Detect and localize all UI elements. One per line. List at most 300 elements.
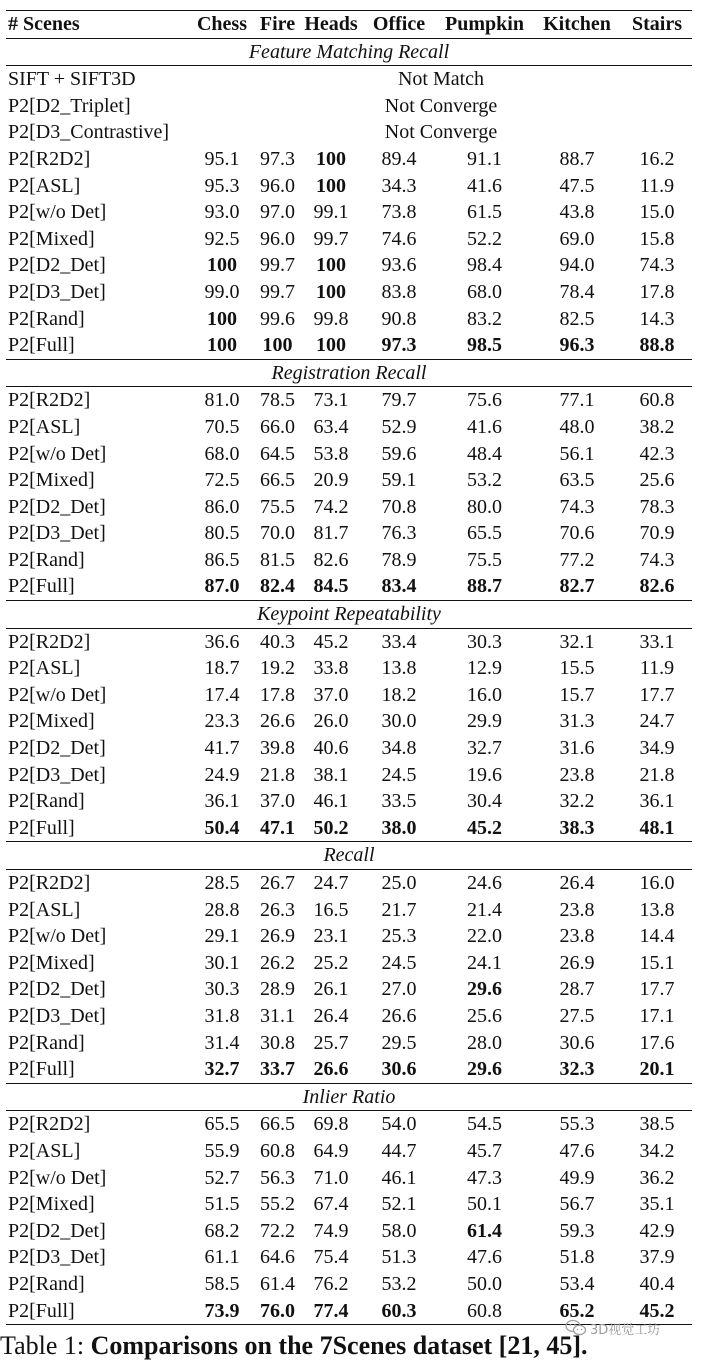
method-name: P2[Mixed] xyxy=(8,227,95,250)
value-cell: 30.3 xyxy=(204,978,240,1001)
value-cell: 58.5 xyxy=(204,1272,240,1295)
value-cell: 45.2 xyxy=(313,630,349,653)
value-cell: 88.7 xyxy=(467,575,502,598)
method-name: P2[D2_Triplet] xyxy=(8,94,131,117)
value-cell: 23.8 xyxy=(559,763,595,786)
table-row xyxy=(6,93,692,120)
value-cell: 50.2 xyxy=(313,816,349,839)
results-table xyxy=(6,10,692,1325)
row-note: Not Match xyxy=(397,68,485,91)
value-cell: 34.2 xyxy=(639,1139,675,1162)
value-cell: 13.8 xyxy=(381,657,417,680)
value-cell: 64.5 xyxy=(260,442,295,465)
value-cell: 43.8 xyxy=(559,201,595,224)
value-cell: 75.5 xyxy=(467,548,502,571)
value-cell: 25.0 xyxy=(381,872,417,894)
value-cell: 12.9 xyxy=(467,657,502,680)
table-row xyxy=(6,1111,692,1138)
value-cell: 53.2 xyxy=(467,469,502,492)
value-cell: 34.9 xyxy=(639,737,675,760)
value-cell: 26.0 xyxy=(313,710,349,733)
table-row xyxy=(6,387,692,414)
value-cell: 59.6 xyxy=(381,442,417,465)
table-row xyxy=(6,467,692,494)
value-cell: 73.8 xyxy=(381,201,417,224)
method-name: P2[Mixed] xyxy=(8,951,95,974)
value-cell: 48.1 xyxy=(639,816,675,839)
method-name: P2[D3_Det] xyxy=(8,280,106,303)
value-cell: 30.6 xyxy=(559,1031,595,1054)
method-name: P2[w/o Det] xyxy=(8,683,107,706)
value-cell: 39.8 xyxy=(260,737,295,760)
method-name: P2[R2D2] xyxy=(8,147,91,170)
value-cell: 45.7 xyxy=(467,1139,502,1162)
value-cell: 71.0 xyxy=(313,1166,349,1189)
value-cell: 54.5 xyxy=(467,1113,502,1136)
value-cell: 65.5 xyxy=(467,522,502,545)
header-stairs: Stairs xyxy=(622,11,692,39)
value-cell: 29.1 xyxy=(204,925,240,948)
value-cell: 32.3 xyxy=(559,1058,595,1081)
table-row xyxy=(6,1165,692,1192)
value-cell: 81.0 xyxy=(204,389,240,412)
value-cell: 77.4 xyxy=(301,1298,361,1325)
value-cell: 31.3 xyxy=(559,710,595,733)
value-cell: 97.3 xyxy=(260,147,295,170)
value-cell: 70.5 xyxy=(204,415,240,438)
value-cell: 36.2 xyxy=(639,1166,675,1189)
value-cell: 15.1 xyxy=(639,951,675,974)
value-cell: 37.9 xyxy=(639,1246,675,1269)
value-cell: 51.8 xyxy=(559,1246,595,1269)
value-cell: 82.4 xyxy=(260,575,295,598)
table-row xyxy=(6,1191,692,1218)
value-cell: 30.6 xyxy=(381,1058,417,1081)
value-cell: 100 xyxy=(262,334,293,357)
value-cell: 55.3 xyxy=(559,1113,595,1136)
method-name: P2[D2_Det] xyxy=(8,254,106,277)
value-cell: 68.0 xyxy=(204,442,240,465)
value-cell: 33.1 xyxy=(639,630,675,653)
value-cell: 36.1 xyxy=(639,790,675,813)
header-office: Office xyxy=(361,11,437,39)
value-cell: 100 xyxy=(316,174,346,197)
method-name: P2[Rand] xyxy=(8,1031,85,1054)
value-cell: 40.6 xyxy=(313,737,349,760)
value-cell: 56.7 xyxy=(559,1193,595,1216)
value-cell: 93.0 xyxy=(204,201,240,224)
value-cell: 70.8 xyxy=(381,495,417,518)
value-cell: 60.3 xyxy=(361,1298,437,1325)
value-cell: 97.3 xyxy=(381,334,417,357)
value-cell: 41.7 xyxy=(204,737,240,760)
value-cell: 47.5 xyxy=(559,174,595,197)
value-cell: 70.0 xyxy=(260,522,295,545)
value-cell: 100 xyxy=(207,334,237,357)
value-cell: 51.3 xyxy=(381,1246,417,1269)
value-cell: 24.7 xyxy=(313,872,349,894)
value-cell: 66.5 xyxy=(260,469,295,492)
value-cell: 59.3 xyxy=(559,1219,595,1242)
value-cell: 78.9 xyxy=(381,548,417,571)
table-row xyxy=(6,146,692,173)
value-cell: 99.8 xyxy=(313,307,349,330)
table-row xyxy=(6,441,692,468)
table-row xyxy=(6,735,692,762)
value-cell: 47.6 xyxy=(559,1139,595,1162)
header-heads: Heads xyxy=(301,11,361,39)
value-cell: 56.3 xyxy=(260,1166,295,1189)
value-cell: 26.9 xyxy=(260,925,295,948)
value-cell: 31.8 xyxy=(204,1004,240,1027)
method-name: P2[D3_Det] xyxy=(8,763,106,786)
value-cell: 78.4 xyxy=(559,280,595,303)
value-cell: 73.9 xyxy=(190,1298,254,1325)
value-cell: 11.9 xyxy=(639,657,675,680)
value-cell: 74.9 xyxy=(313,1219,349,1242)
value-cell: 25.3 xyxy=(381,925,417,948)
method-name: P2[D2_Det] xyxy=(8,978,106,1001)
table-row xyxy=(6,119,692,146)
value-cell: 90.8 xyxy=(381,307,417,330)
table-row xyxy=(6,1138,692,1165)
value-cell: 36.1 xyxy=(204,790,240,813)
value-cell: 47.3 xyxy=(467,1166,502,1189)
value-cell: 26.3 xyxy=(260,898,295,921)
value-cell: 41.6 xyxy=(467,174,502,197)
value-cell: 99.6 xyxy=(260,307,295,330)
value-cell: 99.7 xyxy=(313,227,349,250)
value-cell: 37.0 xyxy=(260,790,295,813)
value-cell: 34.8 xyxy=(381,737,417,760)
value-cell: 16.2 xyxy=(639,147,675,170)
value-cell: 75.5 xyxy=(260,495,295,518)
value-cell: 77.2 xyxy=(559,548,595,571)
value-cell: 24.5 xyxy=(381,951,417,974)
value-cell: 69.0 xyxy=(559,227,595,250)
table-row xyxy=(6,708,692,735)
value-cell: 95.3 xyxy=(204,174,240,197)
value-cell: 72.2 xyxy=(260,1219,295,1242)
value-cell: 45.2 xyxy=(622,1298,692,1325)
table-row xyxy=(6,1244,692,1271)
value-cell: 74.6 xyxy=(381,227,417,250)
value-cell: 100 xyxy=(207,307,237,330)
value-cell: 14.4 xyxy=(639,925,675,948)
row-note: Not Converge xyxy=(384,121,498,144)
method-name: P2[D2_Det] xyxy=(8,737,106,760)
value-cell: 81.5 xyxy=(260,548,295,571)
value-cell: 26.6 xyxy=(381,1004,417,1027)
header-chess: Chess xyxy=(190,11,254,39)
method-name: P2[D3_Det] xyxy=(8,522,106,545)
method-name: P2[w/o Det] xyxy=(8,1166,107,1189)
value-cell: 100 xyxy=(316,280,346,303)
value-cell: 50.0 xyxy=(467,1272,502,1295)
method-name: P2[D3_Contrastive] xyxy=(8,121,170,144)
method-name: P2[R2D2] xyxy=(8,389,91,412)
table-caption xyxy=(0,1329,704,1363)
value-cell: 29.6 xyxy=(467,1058,502,1081)
header-kitchen: Kitchen xyxy=(532,11,622,39)
method-name: P2[Rand] xyxy=(8,1272,85,1295)
value-cell: 26.9 xyxy=(559,951,595,974)
value-cell: 19.6 xyxy=(467,763,502,786)
value-cell: 96.3 xyxy=(559,334,595,357)
section-title-row xyxy=(6,38,692,66)
method-name: P2[ASL] xyxy=(8,1139,81,1162)
method-name: P2[D2_Det] xyxy=(8,1219,106,1242)
value-cell: 30.3 xyxy=(467,630,502,653)
table-row xyxy=(6,1056,692,1083)
value-cell: 30.8 xyxy=(260,1031,295,1054)
value-cell: 13.8 xyxy=(639,898,675,921)
value-cell: 100 xyxy=(316,334,346,357)
method-name: P2[Full] xyxy=(8,575,75,598)
value-cell: 21.7 xyxy=(381,898,417,921)
table-row xyxy=(6,1271,692,1298)
method-name: P2[ASL] xyxy=(8,657,81,680)
value-cell: 74.2 xyxy=(313,495,349,518)
value-cell: 46.1 xyxy=(313,790,349,813)
table-row xyxy=(6,173,692,200)
value-cell: 53.2 xyxy=(381,1272,417,1295)
value-cell: 68.2 xyxy=(204,1219,240,1242)
method-name: P2[Full] xyxy=(8,334,75,357)
method-name: P2[D2_Det] xyxy=(8,495,106,518)
value-cell: 17.7 xyxy=(639,978,675,1001)
table-row xyxy=(6,762,692,789)
value-cell: 20.1 xyxy=(639,1058,675,1081)
value-cell: 76.3 xyxy=(381,522,417,545)
method-name: P2[D3_Det] xyxy=(8,1246,106,1269)
value-cell: 49.9 xyxy=(559,1166,595,1189)
value-cell: 21.4 xyxy=(467,898,502,921)
table-row xyxy=(6,815,692,842)
value-cell: 31.1 xyxy=(260,1004,295,1027)
value-cell: 47.6 xyxy=(467,1246,502,1269)
value-cell: 82.6 xyxy=(313,548,349,571)
value-cell: 75.6 xyxy=(467,389,502,412)
method-name: P2[Mixed] xyxy=(8,1193,95,1216)
value-cell: 60.8 xyxy=(639,389,675,412)
value-cell: 32.7 xyxy=(467,737,502,760)
table-row xyxy=(6,1003,692,1030)
value-cell: 80.5 xyxy=(204,522,240,545)
value-cell: 19.2 xyxy=(260,657,295,680)
method-name: P2[Full] xyxy=(8,1058,75,1081)
method-name: P2[Full] xyxy=(8,816,75,839)
table-row xyxy=(6,682,692,709)
value-cell: 24.5 xyxy=(381,763,417,786)
value-cell: 30.4 xyxy=(467,790,502,813)
value-cell: 29.9 xyxy=(467,710,502,733)
section-title-row xyxy=(6,359,692,387)
table-row xyxy=(6,66,692,93)
caption-title: Comparisons on the 7Scenes dataset [21, 45]. xyxy=(90,1331,588,1360)
section-title-row xyxy=(6,842,692,870)
section-title: Registration Recall xyxy=(6,359,692,387)
value-cell: 25.2 xyxy=(313,951,349,974)
value-cell: 74.3 xyxy=(639,548,675,571)
value-cell: 38.0 xyxy=(381,816,417,839)
value-cell: 26.1 xyxy=(313,978,349,1001)
value-cell: 100 xyxy=(316,254,346,277)
value-cell: 100 xyxy=(316,147,346,170)
table-row xyxy=(6,332,692,359)
value-cell: 28.7 xyxy=(559,978,595,1001)
value-cell: 44.7 xyxy=(381,1139,417,1162)
value-cell: 31.4 xyxy=(204,1031,240,1054)
value-cell: 68.0 xyxy=(467,280,502,303)
value-cell: 17.4 xyxy=(204,683,240,706)
table-row xyxy=(6,494,692,521)
value-cell: 75.4 xyxy=(313,1246,349,1269)
value-cell: 83.4 xyxy=(381,575,417,598)
value-cell: 17.8 xyxy=(260,683,295,706)
value-cell: 23.1 xyxy=(313,925,349,948)
table-row xyxy=(6,252,692,279)
value-cell: 60.8 xyxy=(260,1139,295,1162)
value-cell: 33.4 xyxy=(381,630,417,653)
value-cell: 59.1 xyxy=(381,469,417,492)
value-cell: 94.0 xyxy=(559,254,595,277)
value-cell: 48.4 xyxy=(467,442,502,465)
table-row xyxy=(6,976,692,1003)
table-row xyxy=(6,870,692,897)
value-cell: 93.6 xyxy=(381,254,417,277)
method-name: P2[Mixed] xyxy=(8,710,95,733)
method-name: P2[Mixed] xyxy=(8,469,95,492)
value-cell: 21.8 xyxy=(260,763,295,786)
method-name: P2[R2D2] xyxy=(8,872,91,894)
value-cell: 74.3 xyxy=(559,495,595,518)
value-cell: 91.1 xyxy=(467,147,502,170)
value-cell: 52.2 xyxy=(467,227,502,250)
value-cell: 48.0 xyxy=(559,415,595,438)
value-cell: 18.2 xyxy=(381,683,417,706)
value-cell: 22.0 xyxy=(467,925,502,948)
value-cell: 26.7 xyxy=(260,872,295,894)
method-name: P2[ASL] xyxy=(8,415,81,438)
value-cell: 36.6 xyxy=(204,630,240,653)
value-cell: 63.5 xyxy=(559,469,595,492)
value-cell: 26.2 xyxy=(260,951,295,974)
value-cell: 32.2 xyxy=(559,790,595,813)
value-cell: 25.6 xyxy=(467,1004,502,1027)
value-cell: 96.0 xyxy=(260,227,295,250)
table-row xyxy=(6,950,692,977)
table-row xyxy=(6,226,692,253)
value-cell: 26.4 xyxy=(313,1004,349,1027)
section-title-row xyxy=(6,601,692,629)
section-title: Keypoint Repeatability xyxy=(6,601,692,629)
value-cell: 72.5 xyxy=(204,469,240,492)
value-cell: 83.2 xyxy=(467,307,502,330)
value-cell: 52.1 xyxy=(381,1193,417,1216)
value-cell: 17.1 xyxy=(639,1004,675,1027)
method-name: P2[R2D2] xyxy=(8,630,91,653)
value-cell: 55.9 xyxy=(204,1139,240,1162)
method-name: P2[D3_Det] xyxy=(8,1004,106,1027)
value-cell: 67.4 xyxy=(313,1193,349,1216)
value-cell: 15.7 xyxy=(559,683,595,706)
value-cell: 11.9 xyxy=(639,174,675,197)
value-cell: 78.5 xyxy=(260,389,295,412)
value-cell: 28.5 xyxy=(204,872,240,894)
value-cell: 66.0 xyxy=(260,415,295,438)
method-name: P2[w/o Det] xyxy=(8,201,107,224)
value-cell: 34.3 xyxy=(381,174,417,197)
value-cell: 98.4 xyxy=(467,254,502,277)
header-pumpkin: Pumpkin xyxy=(437,11,532,39)
method-name: P2[Full] xyxy=(6,1298,190,1325)
table-row xyxy=(6,788,692,815)
value-cell: 23.3 xyxy=(204,710,240,733)
value-cell: 65.5 xyxy=(204,1113,240,1136)
value-cell: 99.1 xyxy=(313,201,349,224)
table-row xyxy=(6,1030,692,1057)
value-cell: 33.7 xyxy=(260,1058,295,1081)
method-name: P2[Rand] xyxy=(8,790,85,813)
value-cell: 79.7 xyxy=(381,389,417,412)
value-cell: 14.3 xyxy=(639,307,675,330)
caption-label: Table 1: xyxy=(0,1331,85,1360)
value-cell: 15.8 xyxy=(639,227,675,250)
header-fire: Fire xyxy=(254,11,301,39)
value-cell: 28.8 xyxy=(204,898,240,921)
method-name: P2[Rand] xyxy=(8,548,85,571)
method-name: P2[ASL] xyxy=(8,898,81,921)
value-cell: 81.7 xyxy=(313,522,349,545)
table-header-row xyxy=(6,11,692,39)
value-cell: 31.6 xyxy=(559,737,595,760)
value-cell: 61.4 xyxy=(467,1219,502,1242)
method-name: P2[w/o Det] xyxy=(8,925,107,948)
value-cell: 27.0 xyxy=(381,978,417,1001)
value-cell: 17.6 xyxy=(639,1031,675,1054)
method-name: P2[R2D2] xyxy=(8,1113,91,1136)
value-cell: 29.6 xyxy=(467,978,502,1001)
watermark-text: 3D视觉工坊 xyxy=(590,1322,661,1338)
table-row xyxy=(6,655,692,682)
table-row xyxy=(6,547,692,574)
value-cell: 83.8 xyxy=(381,280,417,303)
value-cell: 87.0 xyxy=(204,575,240,598)
value-cell: 86.5 xyxy=(204,548,240,571)
header-scenes: # Scenes xyxy=(6,11,190,39)
value-cell: 61.1 xyxy=(204,1246,240,1269)
table-row xyxy=(6,573,692,600)
value-cell: 18.7 xyxy=(204,657,240,680)
value-cell: 41.6 xyxy=(467,415,502,438)
value-cell: 95.1 xyxy=(204,147,240,170)
method-name: P2[w/o Det] xyxy=(8,442,107,465)
value-cell: 23.8 xyxy=(559,898,595,921)
value-cell: 56.1 xyxy=(559,442,595,465)
value-cell: 24.9 xyxy=(204,763,240,786)
value-cell: 26.4 xyxy=(559,872,595,894)
value-cell: 69.8 xyxy=(313,1113,349,1136)
value-cell: 40.3 xyxy=(260,630,295,653)
value-cell: 32.1 xyxy=(559,630,595,653)
value-cell: 30.1 xyxy=(204,951,240,974)
value-cell: 78.3 xyxy=(639,495,675,518)
value-cell: 35.1 xyxy=(639,1193,675,1216)
value-cell: 50.1 xyxy=(467,1193,502,1216)
value-cell: 28.0 xyxy=(467,1031,502,1054)
value-cell: 99.7 xyxy=(260,280,295,303)
